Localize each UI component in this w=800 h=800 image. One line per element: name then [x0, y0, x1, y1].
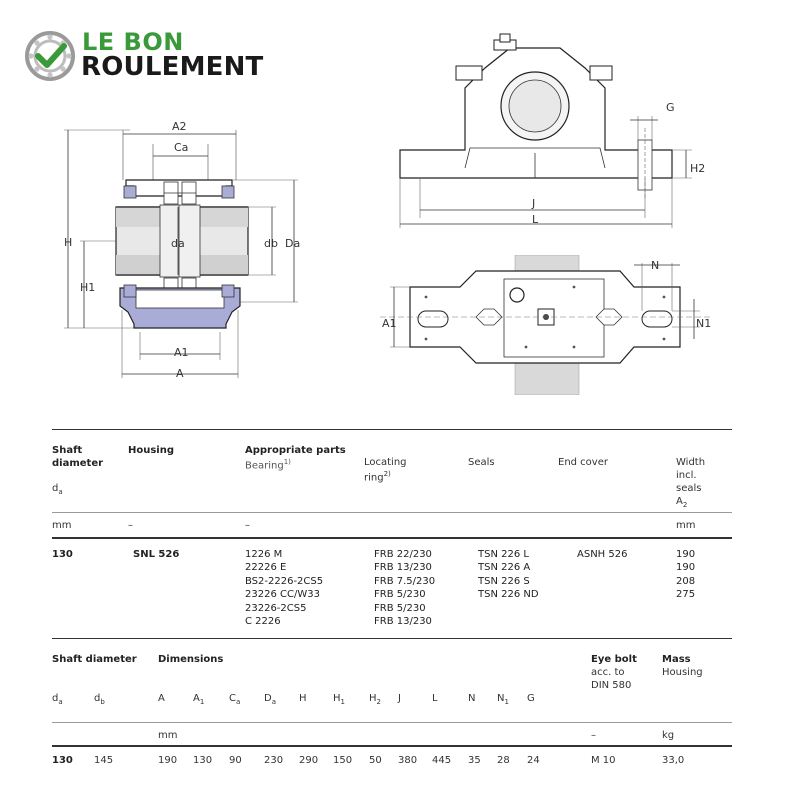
- t2-value-h1: 150: [333, 755, 353, 766]
- t2-symbol-h2: $H_2$: [369, 693, 381, 706]
- t2-row-eyebolt: M 10: [591, 755, 616, 766]
- t1-row-widths: 190 190 208 275: [676, 549, 696, 601]
- t1-row-bearings: 1226 M 22226 E BS2-2226-2CS5 23226 CC/W33 23226-2CS5 C 2226: [245, 549, 324, 628]
- label-j: J: [532, 197, 536, 210]
- table1-bottom-rule: [52, 638, 732, 639]
- t1-header-width4: $A_2$: [676, 496, 688, 509]
- table1-top-rule: [52, 429, 732, 430]
- t2-unit-eyebolt: –: [591, 730, 596, 741]
- label-n: N: [651, 259, 660, 272]
- logo: [24, 28, 294, 84]
- t1-row-housing: SNL 526: [133, 549, 180, 560]
- t2-header-eyebolt3: DIN 580: [591, 680, 632, 691]
- t1-header-appropriate: Appropriate parts: [245, 445, 346, 456]
- label-a2: A2: [172, 120, 187, 133]
- t1-row-shaft: 130: [52, 549, 73, 560]
- t2-value-a1: 130: [193, 755, 213, 766]
- t2-value-a: 190: [158, 755, 178, 766]
- t2-symbol-a: A: [158, 693, 165, 704]
- label-h2: H2: [690, 162, 706, 175]
- label-db: db: [264, 237, 278, 250]
- label-g: G: [666, 101, 675, 114]
- top-view-drawing: [380, 255, 710, 395]
- t2-value-da: 130: [52, 755, 73, 766]
- t2-value-n: 35: [468, 755, 481, 766]
- bearing-logo-icon: [24, 30, 76, 82]
- t2-symbol-n1: $N_1$: [497, 693, 509, 706]
- t1-row-endcover: ASNH 526: [577, 549, 628, 560]
- t2-row-mass: 33,0: [662, 755, 685, 766]
- t2-header-dimensions: Dimensions: [158, 654, 224, 665]
- t2-header-mass2: Housing: [662, 667, 703, 678]
- t2-symbol-n: N: [468, 693, 476, 704]
- t2-symbol-g: G: [527, 693, 535, 704]
- t2-value-l: 445: [432, 755, 452, 766]
- t1-header-locating: Locating: [364, 457, 407, 468]
- t2-value-h: 290: [299, 755, 319, 766]
- label-da: da: [171, 237, 185, 250]
- label-h1: H1: [80, 281, 96, 294]
- t2-symbol-j: J: [398, 693, 401, 704]
- t1-header-width1: Width: [676, 457, 706, 468]
- logo-line1: LE BON: [82, 28, 184, 56]
- t1-unit-width: mm: [676, 520, 696, 531]
- t2-unit-dims: mm: [158, 730, 178, 741]
- t2-symbol-h1: $H_1$: [333, 693, 345, 706]
- t2-value-j: 380: [398, 755, 418, 766]
- t2-header-shaft: Shaft diameter: [52, 654, 137, 665]
- t1-header-da: $d_a$: [52, 483, 63, 496]
- t1-unit-shaft: mm: [52, 520, 72, 531]
- t2-header-mass1: Mass: [662, 654, 691, 665]
- t2-header-eyebolt1: Eye bolt: [591, 654, 637, 665]
- t1-row-rings: FRB 22/230 FRB 13/230 FRB 7.5/230 FRB 5/230 FRB 5/230 FRB 13/230: [374, 549, 436, 628]
- t2-value-ca: 90: [229, 755, 242, 766]
- t2-unit-mass: kg: [662, 730, 675, 741]
- table2-unit-rule: [52, 745, 732, 747]
- logo-line2: ROULEMENT: [81, 52, 264, 82]
- t1-row-seals: TSN 226 L TSN 226 A TSN 226 S TSN 226 ND: [478, 549, 539, 601]
- t2-symbol-l: L: [432, 693, 438, 704]
- t2-symbol-da: $d_a$: [52, 693, 63, 706]
- t2-value-da: 230: [264, 755, 284, 766]
- label-a1-top: A1: [382, 317, 397, 330]
- label-l: L: [532, 213, 539, 226]
- t2-header-eyebolt2: acc. to: [591, 667, 625, 678]
- t2-value-h2: 50: [369, 755, 382, 766]
- label-n1: N1: [696, 317, 712, 330]
- table1-header-rule: [52, 512, 732, 513]
- label-h: H: [64, 236, 73, 249]
- label-da-outer: Da: [285, 237, 301, 250]
- t2-symbol-db: $d_b$: [94, 693, 105, 706]
- cross-section-drawing: [60, 110, 320, 385]
- front-view-drawing: [390, 28, 710, 233]
- t2-value-n1: 28: [497, 755, 510, 766]
- label-a: A: [176, 367, 184, 380]
- t1-header-endcover: End cover: [558, 457, 608, 468]
- t1-header-seals: Seals: [468, 457, 495, 468]
- t2-value-g: 24: [527, 755, 540, 766]
- t1-unit-housing: –: [128, 520, 133, 531]
- label-a1: A1: [174, 346, 189, 359]
- label-ca: Ca: [174, 141, 189, 154]
- t1-header-width3: seals: [676, 483, 702, 494]
- t1-header-width2: incl.: [676, 470, 697, 481]
- t1-header-ring: ring$^{2)}$: [364, 470, 391, 484]
- t2-symbol-a1: $A_1$: [193, 693, 205, 706]
- t1-header-diameter: diameter: [52, 458, 104, 469]
- t2-symbol-h: H: [299, 693, 307, 704]
- t1-header-bearing: Bearing$^{1)}$: [245, 458, 291, 472]
- t2-symbol-da: $D_a$: [264, 693, 276, 706]
- t1-header-housing: Housing: [128, 445, 175, 456]
- t2-value-db: 145: [94, 755, 114, 766]
- table1-unit-rule: [52, 537, 732, 539]
- t1-header-shaft: Shaft: [52, 445, 83, 456]
- t2-symbol-ca: $C_a$: [229, 693, 241, 706]
- t1-unit-appropriate: –: [245, 520, 250, 531]
- table2-header-rule: [52, 722, 732, 723]
